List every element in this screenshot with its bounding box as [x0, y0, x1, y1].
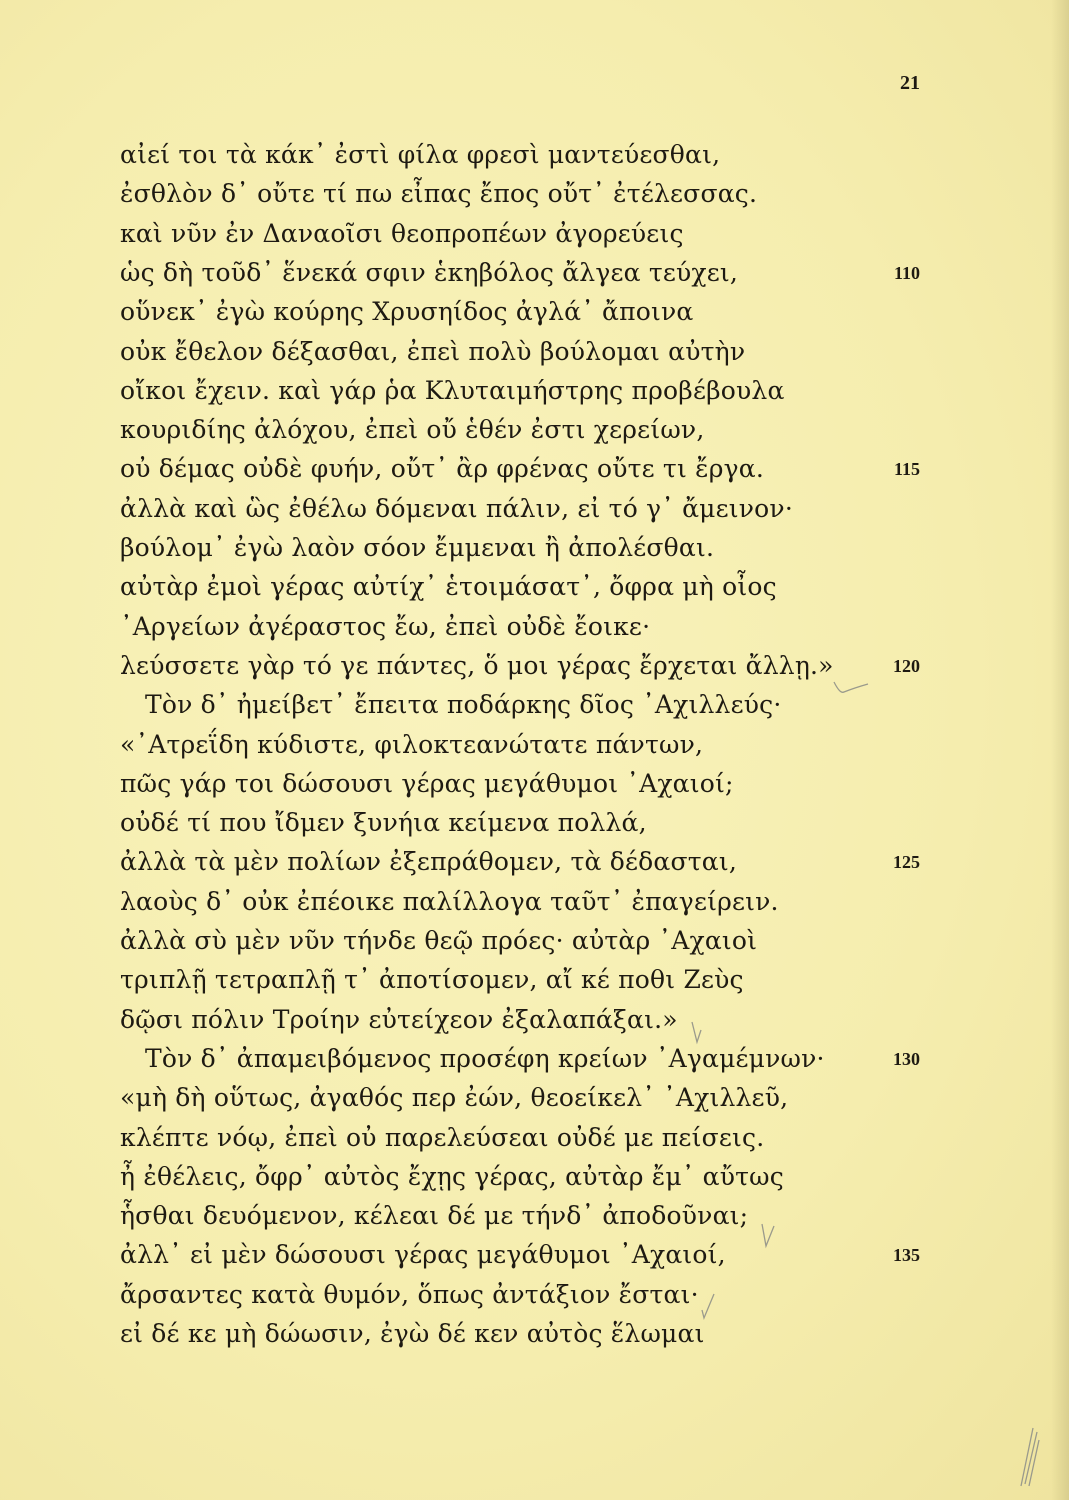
verse-text: ἀλλὰ σὺ μὲν νῦν τήνδε θεῷ πρόες· αὐτὰρ ᾽Αχαιοὶ [120, 926, 758, 955]
verse-line [0, 921, 1069, 961]
verse-text: οἴκοι ἔχειν. καὶ γάρ ῥα Κλυταιμήστρης προβέβουλα [120, 375, 785, 405]
verse-text: εἰ δέ κε μὴ δώωσιν, ἐγὼ δέ κεν αὐτὸς ἕλωμαι [120, 1319, 705, 1348]
verse-text: οὕνεκ᾽ ἐγὼ κούρης Χρυσηίδος ἀγλά᾽ ἄποινα [120, 297, 694, 327]
verse-text: ἦ ἐθέλεις, ὄφρ᾽ αὐτὸς ἔχῃς γέρας, αὐτὰρ ἔμ᾽ αὔτως [120, 1161, 784, 1191]
verse-text: ᾽Αργείων ἀγέραστος ἔω, ἐπεὶ οὐδὲ ἔοικε· [120, 611, 651, 641]
verse-line [0, 764, 1069, 804]
verse-text: Τὸν δ᾽ ἀπαμειβόμενος προσέφη κρείων ᾽Αγαμέμνων· [145, 1043, 825, 1073]
verse-text: αὐτὰρ ἐμοὶ γέρας αὐτίχ᾽ ἑτοιμάσατ᾽, ὄφρα μὴ οἶος [120, 572, 777, 602]
verse-text: λεύσσετε γὰρ τό γε πάντες, ὅ μοι γέρας ἔρχεται ἄλλῃ.» [120, 650, 834, 680]
verse-text: οὐδέ τί που ἴδμεν ξυνήια κείμενα πολλά, [120, 808, 647, 838]
verse-line [0, 725, 1069, 765]
pencil-mark-tick-1 [690, 1020, 704, 1046]
verse-text: βούλομ᾽ ἐγὼ λαὸν σόον ἔμμεναι ἢ ἀπολέσθαι. [120, 533, 715, 562]
line-number: 110 [893, 262, 920, 283]
verse-line [0, 685, 1069, 725]
verse-line [0, 1275, 1069, 1315]
verse-text: δῷσι πόλιν Τροίην εὐτείχεον ἐξαλαπάξαι.» [120, 1004, 678, 1034]
verse-line [0, 1157, 1069, 1197]
verse-text: «᾽Ατρεΐδη κύδιστε, φιλοκτεανώτατε πάντων, [120, 729, 704, 759]
verse-line [0, 371, 1069, 411]
verse-text: ἧσθαι δευόμενον, κέλεαι δέ με τήνδ᾽ ἀποδοῦναι; [120, 1201, 749, 1231]
verse-text: «μὴ δὴ οὕτως, ἀγαθός περ ἐών, θεοείκελ᾽ ᾽Αχιλλεῦ, [120, 1083, 789, 1113]
page-number: 21 [900, 72, 920, 94]
verse-text: λαοὺς δ᾽ οὐκ ἐπέοικε παλίλλογα ταῦτ᾽ ἐπαγείρειν. [120, 886, 779, 916]
verse-text: οὐ δέμας οὐδὲ φυήν, οὔτ᾽ ἂρ φρένας οὔτε τι ἔργα. [120, 454, 764, 484]
verse-text: καὶ νῦν ἐν Δαναοῖσι θεοπροπέων ἀγορεύεις [120, 218, 684, 248]
verse-line [0, 1000, 1069, 1040]
verse-line [0, 528, 1069, 568]
pencil-mark-tick-2 [760, 1220, 776, 1250]
line-number: 125 [893, 852, 920, 873]
verse-line [0, 1235, 1069, 1275]
verse-line [0, 1078, 1069, 1118]
verse-line [0, 1118, 1069, 1158]
verse-line [0, 646, 1069, 686]
verse-line [0, 489, 1069, 529]
verse-line [0, 842, 1069, 882]
verse-line [0, 449, 1069, 489]
verse-line [0, 607, 1069, 647]
verse-line [0, 410, 1069, 450]
verse-text: ἄρσαντες κατὰ θυμόν, ὅπως ἀντάξιον ἔσται· [120, 1279, 699, 1309]
verse-text: οὐκ ἔθελον δέξασθαι, ἐπεὶ πολὺ βούλομαι αὐτὴν [120, 336, 746, 366]
verse-text: τριπλῇ τετραπλῇ τ᾽ ἀποτίσομεν, αἴ κέ ποθι Ζεὺς [120, 965, 744, 995]
verse-line [0, 567, 1069, 607]
pencil-mark-right-edge [1015, 1420, 1045, 1490]
verse-line [0, 214, 1069, 254]
verse-line [0, 803, 1069, 843]
verse-line [0, 135, 1069, 175]
verse-line [0, 253, 1069, 293]
verse-text: κλέπτε νόῳ, ἐπεὶ οὐ παρελεύσεαι οὐδέ με πείσεις. [120, 1122, 765, 1152]
line-number: 130 [893, 1048, 920, 1069]
pencil-mark-tick-3 [700, 1292, 716, 1322]
verse-line [0, 960, 1069, 1000]
verse-text: αἰεί τοι τὰ κάκ᾽ ἐστὶ φίλα φρεσὶ μαντεύεσθαι, [120, 140, 721, 169]
verse-text: ἀλλ᾽ εἰ μὲν δώσουσι γέρας μεγάθυμοι ᾽Αχαιοί, [120, 1240, 726, 1270]
page-edge-shadow [1051, 0, 1069, 1500]
verse-text: ἐσθλὸν δ᾽ οὔτε τί πω εἶπας ἔπος οὔτ᾽ ἐτέλεσσας. [120, 179, 758, 209]
verse-line [0, 882, 1069, 922]
verse-text: ἀλλὰ τὰ μὲν πολίων ἐξεπράθομεν, τὰ δέδασται, [120, 847, 737, 877]
verse-text: ἀλλὰ καὶ ὣς ἐθέλω δόμεναι πάλιν, εἰ τό γ᾽ ἄμεινον· [120, 493, 793, 523]
verse-line [0, 292, 1069, 332]
verse-text: Τὸν δ᾽ ἠμείβετ᾽ ἔπειτα ποδάρκης δῖος ᾽Αχιλλεύς· [145, 690, 782, 720]
line-number: 135 [893, 1245, 920, 1266]
verse-text: πῶς γάρ τοι δώσουσι γέρας μεγάθυμοι ᾽Αχαιοί; [120, 768, 734, 798]
verse-line [0, 1196, 1069, 1236]
line-number: 120 [893, 655, 920, 676]
verse-text: κουριδίης ἀλόχου, ἐπεὶ οὔ ἑθέν ἐστι χερείων, [120, 415, 705, 445]
verse-line [0, 1039, 1069, 1079]
verse-line [0, 174, 1069, 214]
line-number: 115 [893, 459, 920, 480]
verse-line [0, 332, 1069, 372]
verse-text: ὡς δὴ τοῦδ᾽ ἕνεκά σφιν ἑκηβόλος ἄλγεα τεύχει, [120, 257, 739, 287]
pencil-mark-120 [832, 678, 872, 698]
verse-line [0, 1314, 1069, 1354]
